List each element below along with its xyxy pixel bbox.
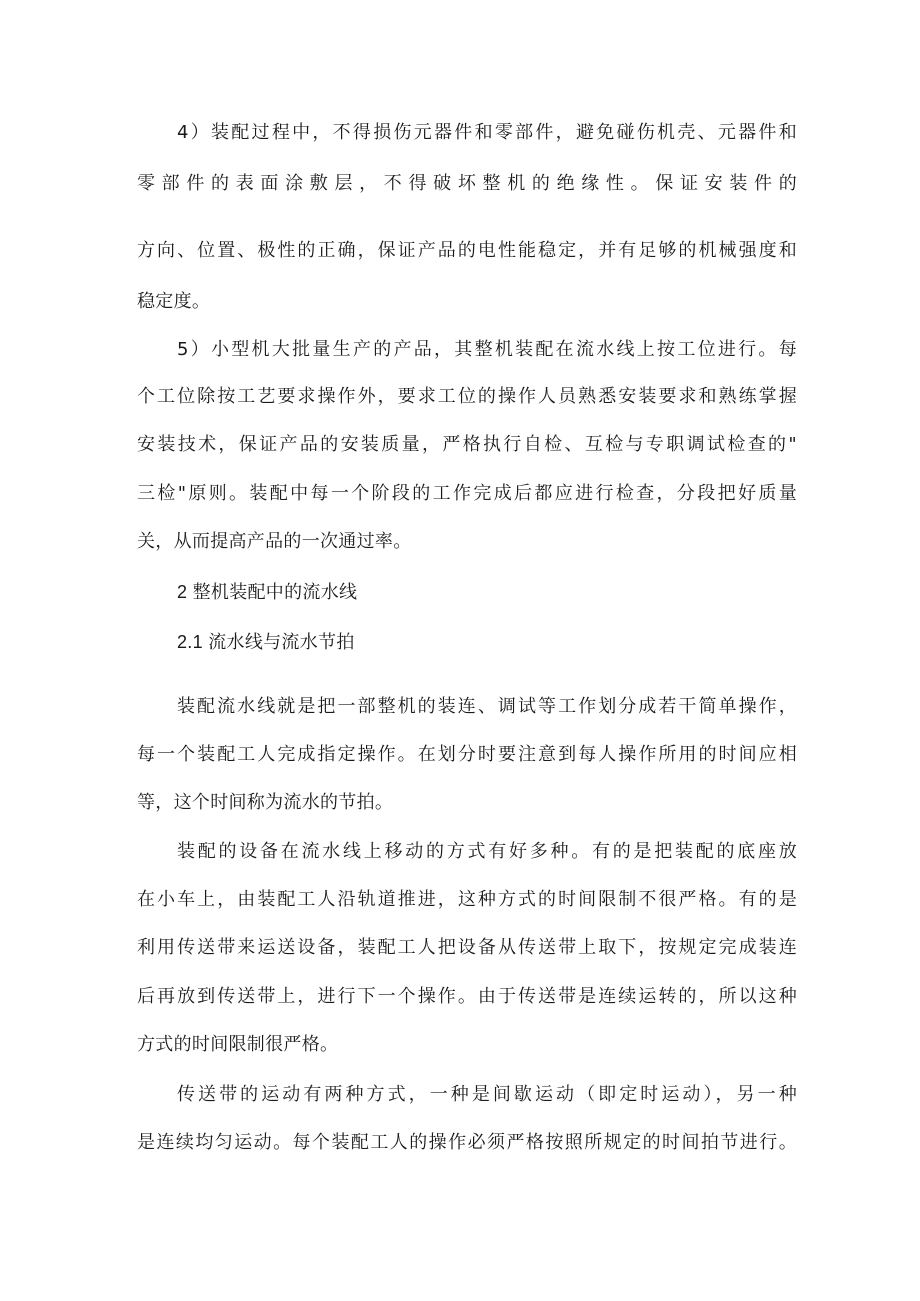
paragraph-8-line-2: 是连续均匀运动。每个装配工人的操作必须严格按照所规定的时间拍节进行。 <box>137 1132 797 1153</box>
section-heading-2: 2 整机装配中的流水线 <box>177 582 358 602</box>
paragraph-7-line-2: 在小车上，由装配工人沿轨道推进，这种方式的时间限制不很严格。有的是 <box>137 889 797 910</box>
paragraph-8-line-1: 传送带的运动有两种方式，一种是间歇运动（即定时运动），另一种 <box>177 1084 797 1105</box>
paragraph-5-line-1: 5）小型机大批量生产的产品，其整机装配在流水线上按工位进行。每 <box>177 339 797 360</box>
paragraph-5-line-2: 个工位除按工艺要求操作外，要求工位的操作人员熟悉安装要求和熟练掌握 <box>137 386 797 407</box>
paragraph-4-line-4: 稳定度。 <box>137 291 211 312</box>
paragraph-7-line-3: 利用传送带来运送设备，装配工人把设备从传送带上取下，按规定完成装连 <box>137 937 797 958</box>
paragraph-6-line-1: 装配流水线就是把一部整机的装连、调试等工作划分成若干简单操作， <box>177 696 797 717</box>
paragraph-5-line-5: 关，从而提高产品的一次通过率。 <box>137 531 412 552</box>
paragraph-5-line-3: 安装技术，保证产品的安装质量，严格执行自检、互检与专职调试检查的" <box>137 434 797 455</box>
paragraph-4-line-3: 方向、位置、极性的正确，保证产品的电性能稳定，并有足够的机械强度和 <box>137 240 797 261</box>
paragraph-7-line-4: 后再放到传送带上，进行下一个操作。由于传送带是连续运转的，所以这种 <box>137 986 797 1007</box>
section-heading-2-1: 2.1 流水线与流水节拍 <box>177 632 355 652</box>
paragraph-6-line-2: 每一个装配工人完成指定操作。在划分时要注意到每人操作所用的时间应相 <box>137 744 797 765</box>
paragraph-4-line-2: 零部件的表面涂敷层，不得破坏整机的绝缘性。保证安装件的 <box>137 173 797 194</box>
paragraph-5-line-4: 三检"原则。装配中每一个阶段的工作完成后都应进行检查，分段把好质量 <box>137 483 797 504</box>
paragraph-6-line-3: 等，这个时间称为流水的节拍。 <box>137 792 394 813</box>
paragraph-4-line-1: 4）装配过程中，不得损伤元器件和零部件，避免碰伤机壳、元器件和 <box>177 122 797 143</box>
paragraph-7-line-1: 装配的设备在流水线上移动的方式有好多种。有的是把装配的底座放 <box>177 841 797 862</box>
paragraph-7-line-5: 方式的时间限制很严格。 <box>137 1034 339 1055</box>
